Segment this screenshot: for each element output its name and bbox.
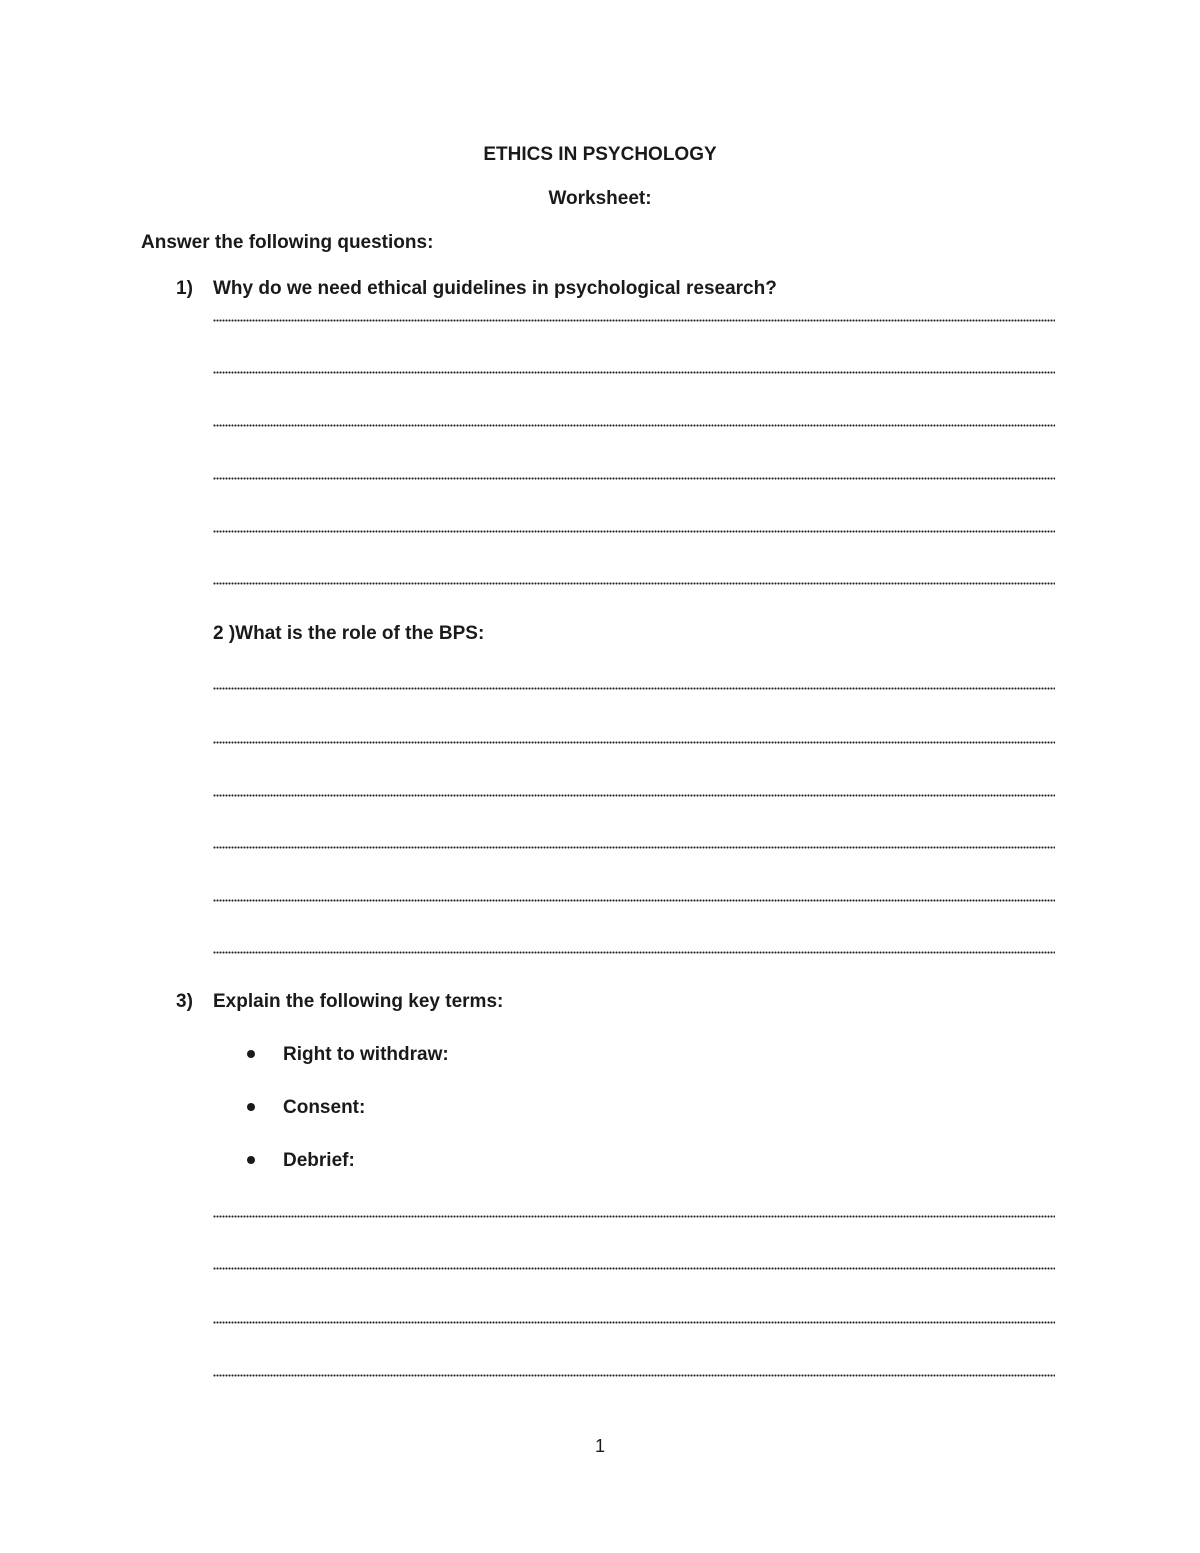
instruction-text: Answer the following questions: — [141, 232, 434, 253]
answer-line[interactable] — [213, 899, 1055, 902]
answer-line[interactable] — [213, 371, 1055, 374]
answer-line[interactable] — [213, 530, 1055, 533]
question-1-number: 1) — [176, 278, 193, 299]
answer-line[interactable] — [213, 951, 1055, 954]
answer-line[interactable] — [213, 477, 1055, 480]
answer-line[interactable] — [213, 1267, 1055, 1270]
question-3-number: 3) — [176, 991, 193, 1012]
question-1-text: Why do we need ethical guidelines in psychological research? — [213, 278, 777, 299]
answer-line[interactable] — [213, 846, 1055, 849]
answer-line[interactable] — [213, 582, 1055, 585]
key-term-right-to-withdraw: Right to withdraw: — [283, 1044, 449, 1065]
answer-line[interactable] — [213, 794, 1055, 797]
key-term-debrief: Debrief: — [283, 1150, 355, 1171]
key-term-consent: Consent: — [283, 1097, 366, 1118]
answer-line[interactable] — [213, 741, 1055, 744]
answer-line[interactable] — [213, 687, 1055, 690]
answer-line[interactable] — [213, 424, 1055, 427]
question-2-text: 2 )What is the role of the BPS: — [213, 623, 485, 644]
bullet-icon — [247, 1103, 255, 1111]
document-title: ETHICS IN PSYCHOLOGY — [483, 144, 717, 165]
answer-line[interactable] — [213, 1321, 1055, 1324]
answer-line[interactable] — [213, 1215, 1055, 1218]
page-number: 1 — [594, 1436, 605, 1456]
question-3-text: Explain the following key terms: — [213, 991, 504, 1012]
answer-line[interactable] — [213, 319, 1055, 322]
bullet-icon — [247, 1156, 255, 1164]
document-subtitle: Worksheet: — [548, 188, 652, 209]
bullet-icon — [247, 1050, 255, 1058]
answer-line[interactable] — [213, 1374, 1055, 1377]
